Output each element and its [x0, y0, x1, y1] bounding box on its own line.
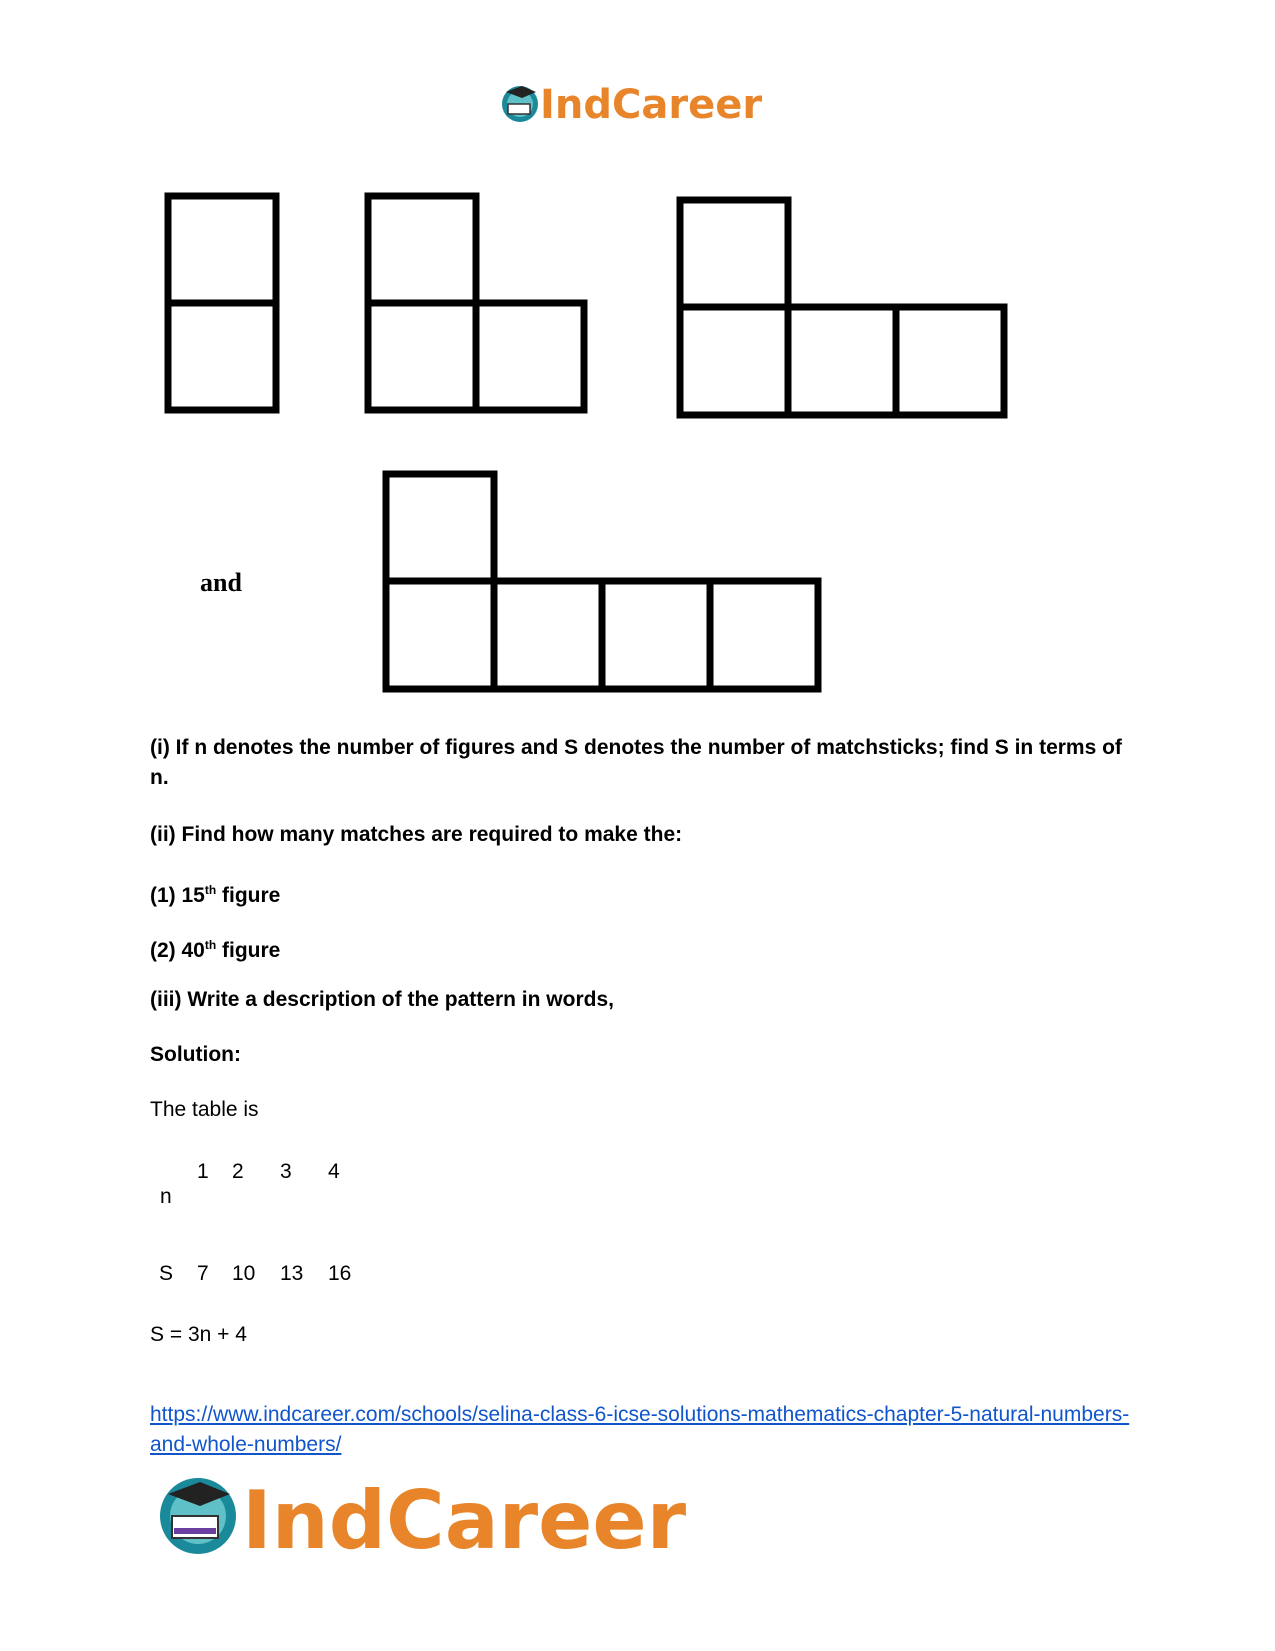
solution-heading: Solution:	[150, 1043, 241, 1066]
question-2-part-2-suffix: figure	[216, 939, 281, 962]
solution-intro: The table is	[150, 1098, 259, 1121]
question-2-part-1-sup: th	[204, 883, 217, 897]
table-s-label: S	[159, 1262, 174, 1285]
brand-name: IndCareer	[242, 1474, 687, 1560]
table-n-value: 3	[280, 1160, 292, 1183]
question-2-part-1-suffix: figure	[216, 884, 281, 907]
figure-4	[386, 474, 818, 689]
question-2-part-2	[150, 930, 1140, 966]
table-n-label: n	[160, 1185, 172, 1208]
question-1: (i) If n denotes the number of figures and S denotes the number of matchsticks; find S in terms of n.	[150, 736, 1122, 789]
brand-name: IndCareer	[540, 82, 763, 128]
figure-3	[680, 200, 1004, 415]
and-label: and	[200, 568, 242, 597]
question-2-part-1	[150, 875, 1140, 911]
question-3: (iii) Write a description of the pattern in words,	[150, 988, 614, 1011]
graduation-cap-globe-icon	[160, 1478, 236, 1554]
question-2-part-2-sup: th	[204, 938, 217, 952]
source-link[interactable]: https://www.indcareer.com/schools/selina-class-6-icse-solutions-mathematics-chapter-5-natural-numbers-and-whole-numbers/	[150, 1403, 1130, 1456]
table-s-value: 10	[232, 1262, 256, 1285]
question-2: (ii) Find how many matches are required to make the:	[150, 823, 683, 846]
matchstick-figures	[0, 0, 1275, 700]
question-2-part-2-prefix: (2) 40	[150, 939, 205, 962]
figure-2	[368, 196, 584, 410]
table-s-value: 16	[328, 1262, 352, 1285]
table-s-value: 13	[280, 1262, 304, 1285]
table-n-value: 1	[197, 1160, 209, 1183]
table-n-value: 2	[232, 1160, 244, 1183]
table-s-value: 7	[197, 1262, 209, 1285]
table-n-value: 4	[328, 1160, 340, 1183]
figure-1	[168, 196, 276, 410]
solution-formula: S = 3n + 4	[150, 1323, 247, 1346]
question-2-part-1-prefix: (1) 15	[150, 884, 205, 907]
brand-logo-bottom	[158, 1470, 718, 1560]
